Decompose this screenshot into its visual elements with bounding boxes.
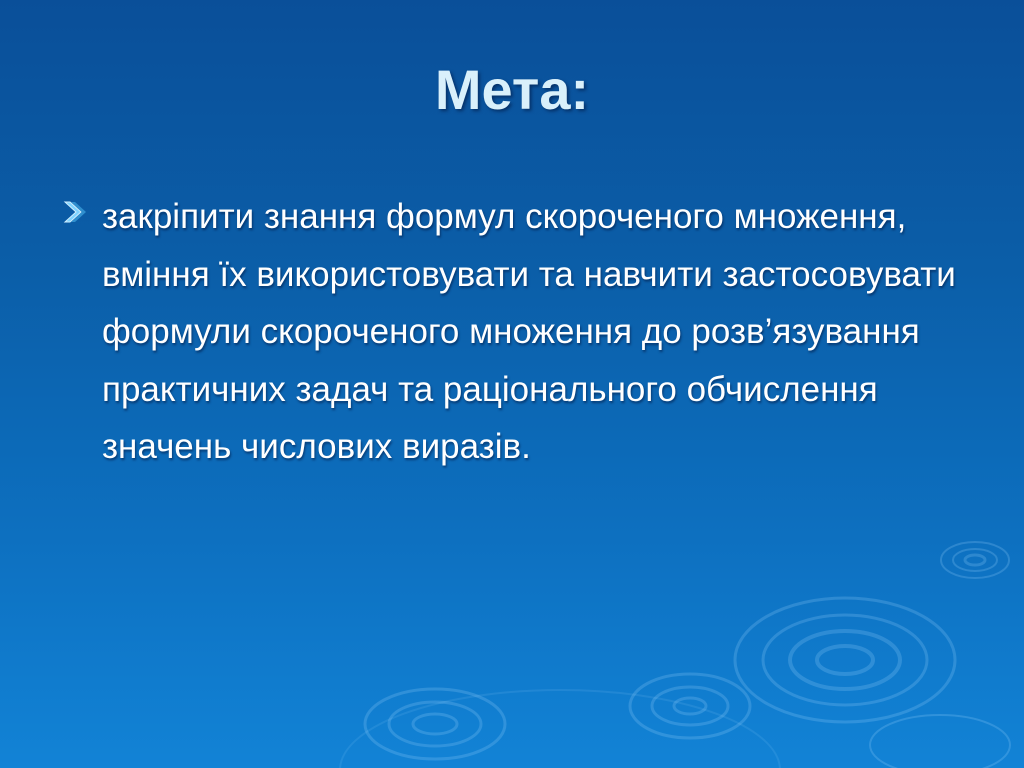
slide-title: Мета: [434,58,590,121]
bullet-text: закріпити знання формул скороченого множення, вміння їх використовувати та навчити застосовувати формули скороченого множення до розв’язування практичних задач та раціонального обчислення значень числових виразів. [102,197,956,467]
bullet-list [62,188,972,476]
bullet-item [62,188,972,476]
arrow-bullet-icon [62,188,102,229]
